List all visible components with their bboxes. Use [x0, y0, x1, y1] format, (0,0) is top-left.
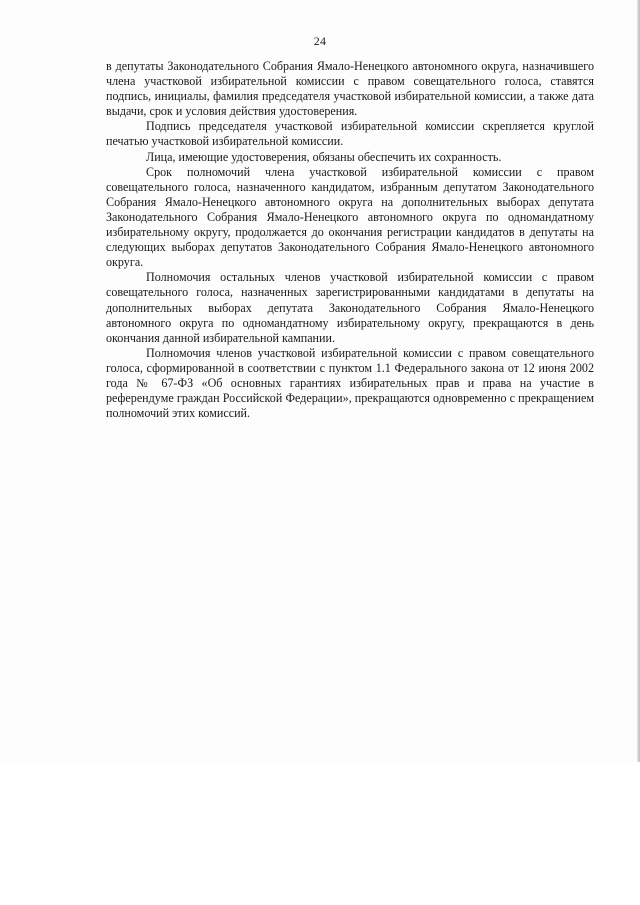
paragraph-other-members-termination: Полномочия остальных членов участковой избирательной комиссии с правом совещательного голоса, назначенных зарегистрированными кандидатами в депутаты на дополнительных выборах депутата Законодательного Собрания Ямало-Ненецкого автономного округа по одномандатному избирательному округу, прекращаются в день окончания данной избирательной кампании.	[106, 270, 594, 345]
paragraph-certificate-signature: в депутаты Законодательного Собрания Ямало-Ненецкого автономного округа, назначившего члена участковой избирательной комиссии с правом совещательного голоса, ставятся подпись, инициалы, фамилия председателя участковой избирательной комиссии, а также дата выдачи, срок и условия действия удостоверения.	[106, 59, 594, 119]
page-number: 24	[313, 34, 327, 48]
scan-bottom-margin	[0, 762, 640, 905]
paragraph-term-of-office: Срок полномочий члена участковой избирательной комиссии с правом совещательного голоса, назначенного кандидатом, избранным депутатом Законодательного Собрания Ямало-Ненецкого автономного округа на дополнительных выборах депутата Законодательного Собрания Ямало-Ненецкого автономного округа по одномандатному избирательному округу, продолжается до окончания регистрации кандидатов в депутаты на следующих выборах депутатов Законодательного Собрания Ямало-Ненецкого автономного округа.	[106, 164, 594, 270]
paragraph-federal-law-termination: Полномочия членов участковой избирательной комиссии с правом совещательного голоса, сформированной в соответствии с пунктом 1.1 Федерального закона от 12 июня 2002 года № 67-ФЗ «Об основных гарантиях избирательных прав и права на участие в референдуме граждан Российской Федерации», прекращаются одновременно с прекращением полномочий этих комиссий.	[106, 345, 594, 421]
paragraph-chairman-signature: Подпись председателя участковой избирательной комиссии скрепляется круглой печатью участковой избирательной комиссии.	[106, 119, 594, 149]
paragraph-certificate-safekeeping: Лица, имеющие удостоверения, обязаны обеспечить их сохранность.	[146, 149, 502, 164]
document-body	[106, 59, 594, 421]
